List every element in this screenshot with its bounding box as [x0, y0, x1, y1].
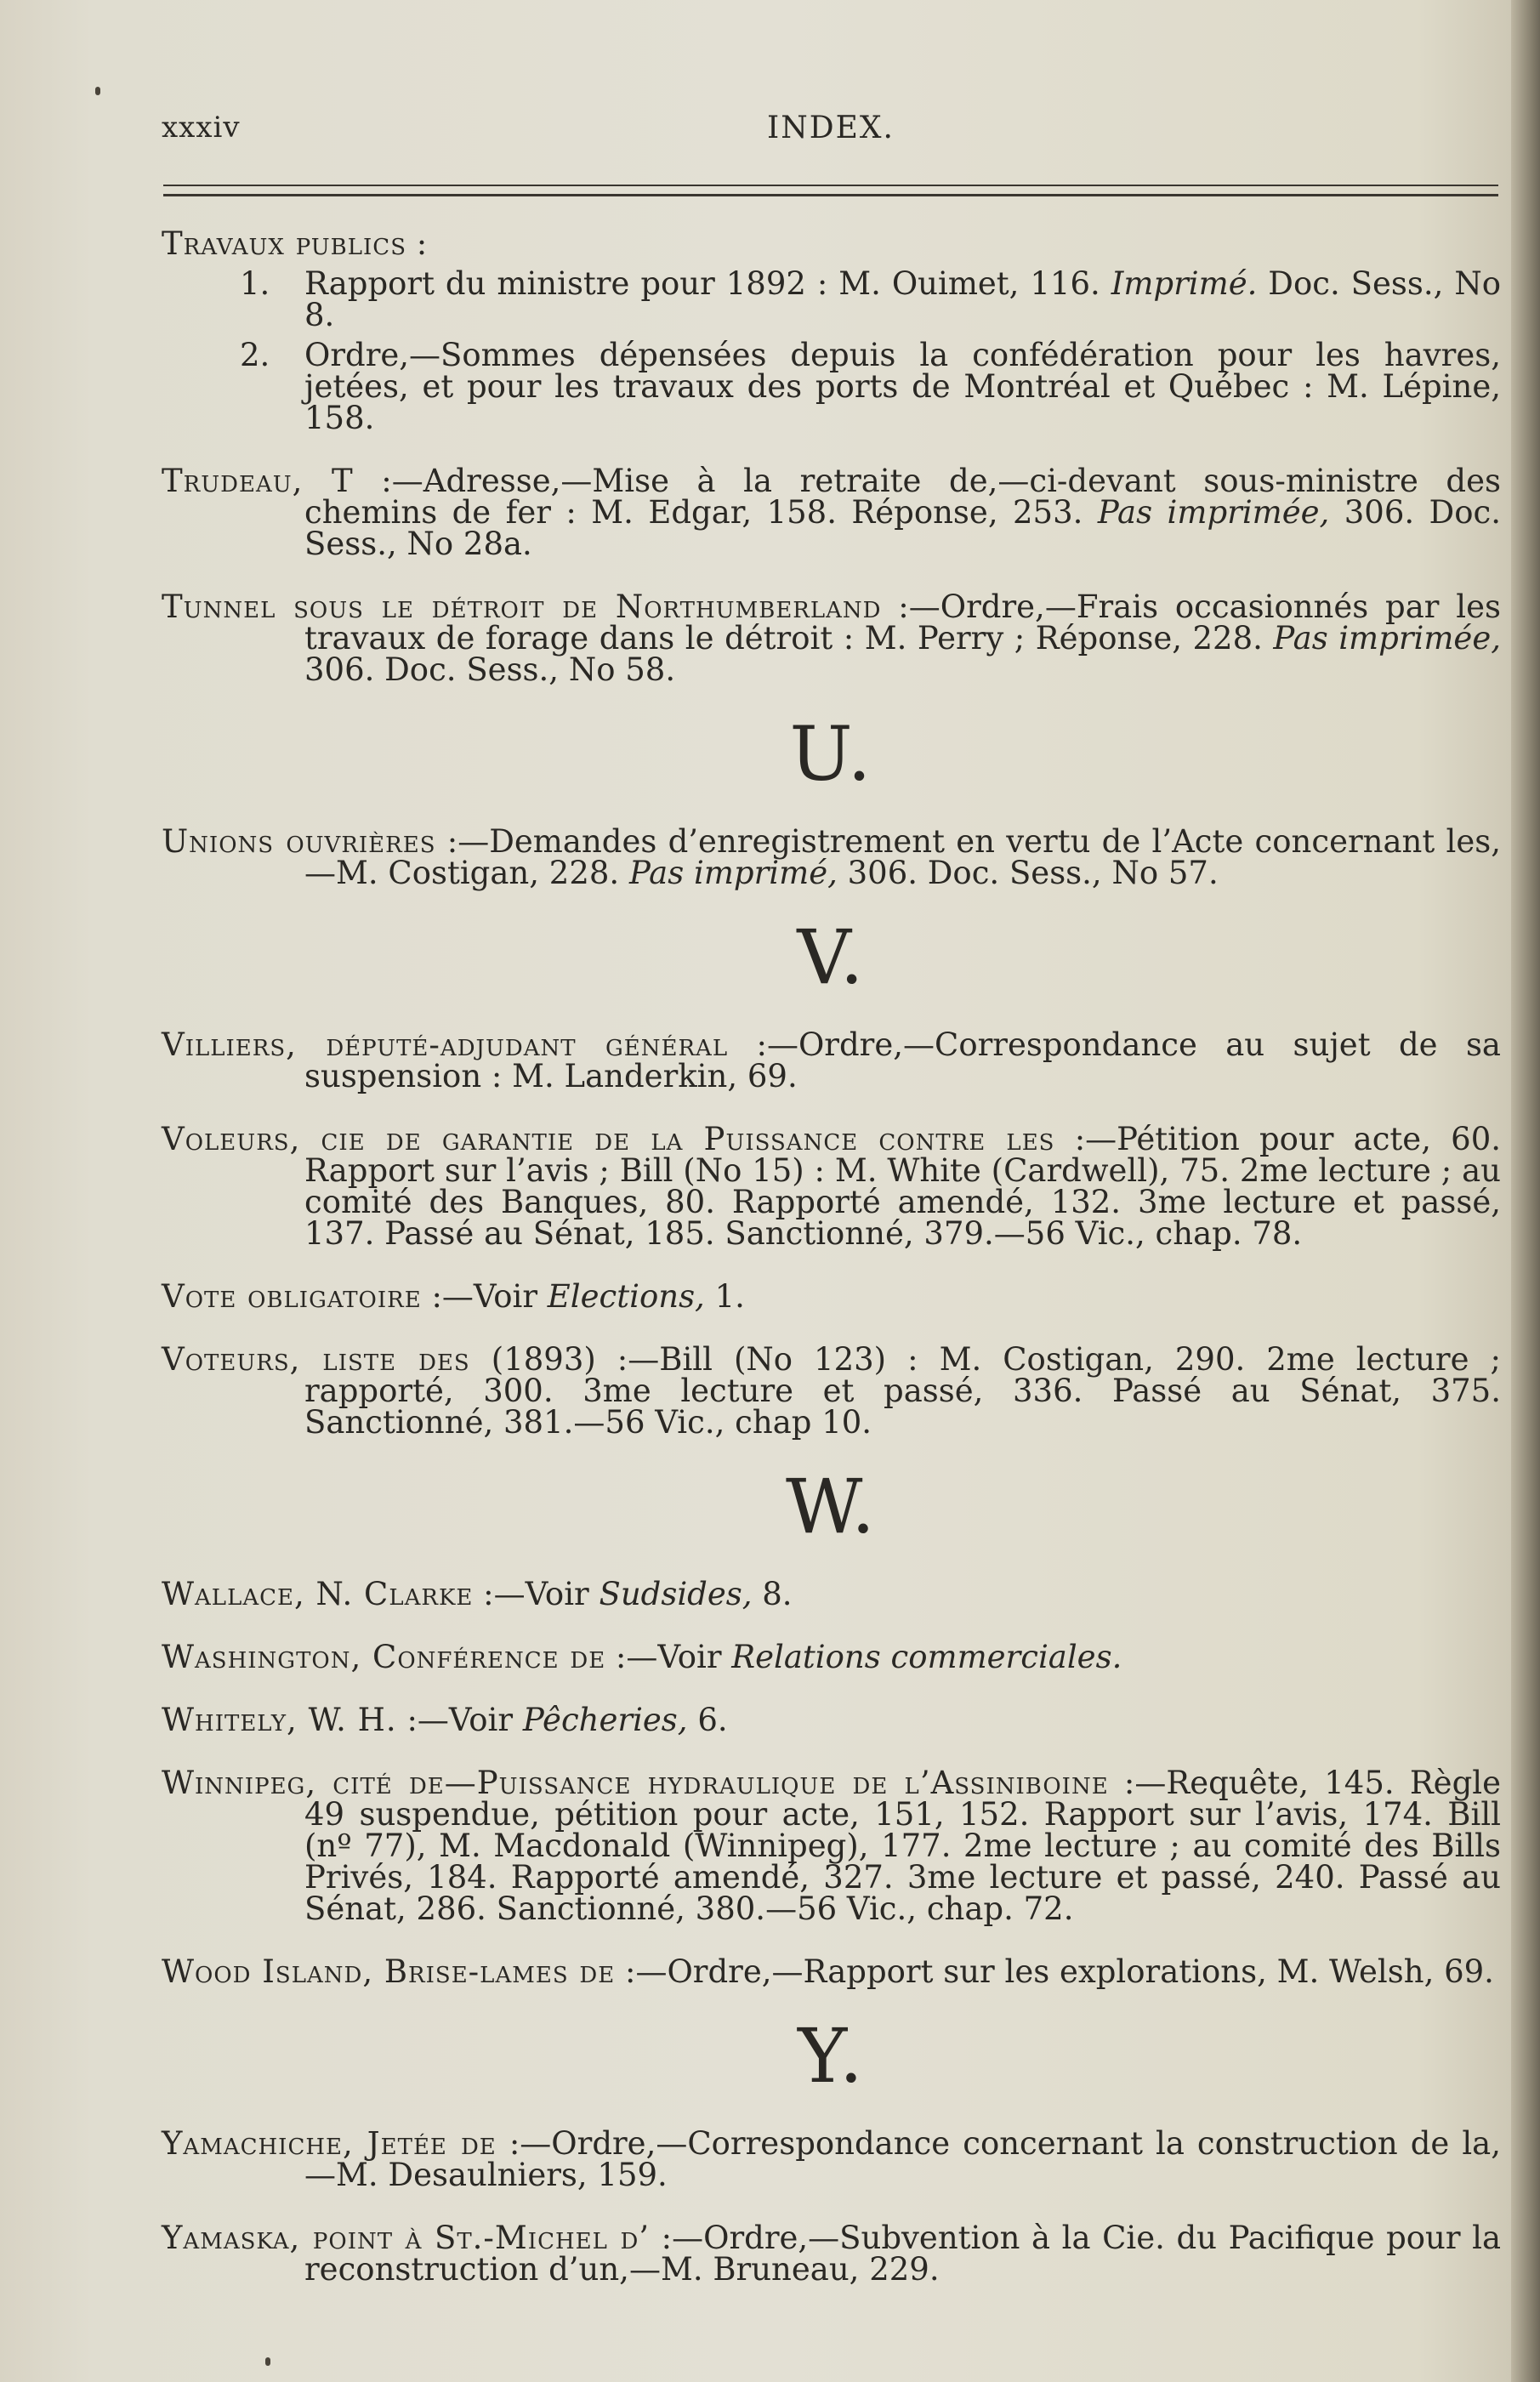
running-title: INDEX. [767, 111, 895, 145]
entry-text: Rapport du ministre pour 1892 : M. Ouimet, 116. [304, 265, 1111, 302]
sub-entry [162, 339, 1501, 434]
print-speck [95, 87, 100, 95]
entry-heading: Voleurs, cie de garantie de la Puissance contre les [162, 1121, 1055, 1157]
index-entry [162, 465, 1501, 560]
entry-reference-italic: Relations commerciales. [731, 1639, 1122, 1675]
book-spine-shadow [1511, 0, 1540, 2382]
section-letter: V. [797, 913, 866, 1001]
index-entry [162, 2125, 1501, 2193]
index-entry [162, 1026, 1501, 1094]
index-entry [162, 1278, 1501, 1315]
index-entry [162, 2220, 1502, 2288]
section-letter: U. [789, 710, 873, 798]
entry-heading: Tunnel sous le détroit de Northumberland [162, 588, 882, 625]
index-entry [162, 1765, 1501, 1927]
page-header [162, 111, 1497, 162]
entry-text: :—Ordre,—Correspondance concernant la construction de la,—M. Desaulniers, 159. [304, 2125, 1501, 2193]
entry-text: :—Voir [473, 1576, 600, 1612]
entry-heading: Travaux publics [162, 225, 407, 262]
entry-text: :—Ordre,—Rapport sur les explorations, M. Welsh, 69. [615, 1953, 1494, 1990]
entry-text: :—Requête, 145. Règle 49 suspendue, pétition pour acte, 151, 152. Rapport sur l’avis, 174. Bill (nº 77), M. Macdonald (Winnipeg), 177. 2me lecture ; au comité des Bills Privés, 184. Rapporté amendé, 327. 3me lecture et passé, 240. Passé au Sénat, 286. Sanctionné, 380.—56 Vic., chap. 72. [304, 1765, 1501, 1927]
entry-text: : [406, 225, 428, 262]
index-entry [162, 1641, 1501, 1673]
index-entry [162, 1704, 1501, 1736]
entry-heading: Whitely, W. H. [162, 1702, 397, 1738]
entry-heading: Voteurs, liste des [162, 1341, 470, 1378]
page-folio: xxxiv [162, 111, 241, 145]
entry-reference-italic: Elections, [547, 1278, 705, 1315]
sub-entry-number: 1. [240, 265, 270, 302]
entry-text: 306. Doc. Sess., No 57. [837, 855, 1219, 891]
entry-text: 8. [752, 1576, 793, 1612]
entry-heading: Villiers, député-adjudant général [162, 1026, 729, 1063]
entry-heading: Wallace, N. Clarke [162, 1576, 474, 1612]
entry-reference-italic: Pas imprimée, [1273, 620, 1501, 657]
entry-reference-italic: Pêcheries, [522, 1702, 688, 1738]
print-speck [265, 2357, 270, 2366]
entry-text: :—Voir [396, 1702, 523, 1738]
entry-heading: Yamaska, point à St.-Michel d’ [162, 2220, 651, 2256]
entry-heading: Yamachiche, Jetée de [162, 2125, 497, 2162]
entry-text: (1893) :—Bill (No 123) : M. Costigan, 290. 2me lecture ; rapporté, 300. 3me lecture et passé, 336. Passé au Sénat, 375. Sanctionné, 381.—56 Vic., chap 10. [304, 1341, 1501, 1441]
index-entry [162, 1341, 1501, 1441]
entry-text: 1. [704, 1278, 745, 1315]
entry-heading: Winnipeg, cité de—Puissance hydraulique de l’Assiniboine [162, 1765, 1109, 1801]
index-entries [162, 225, 1502, 2317]
entry-text: 306. Doc. Sess., No 28a. [304, 494, 1501, 562]
entry-text: :—Voir [605, 1639, 732, 1675]
entry-text: :—Pétition pour acte, 60. Rapport sur l’avis ; Bill (No 15) : M. White (Cardwell), 75. 2me lecture ; au comité des Banques, 80. Rapporté amendé, 132. 3me lecture et passé, 137. Passé au Sénat, 185. Sanctionné, 379.—56 Vic., chap. 78. [304, 1121, 1501, 1252]
index-entry [162, 823, 1501, 891]
index-entry [162, 1121, 1501, 1252]
index-entry [162, 1953, 1501, 1990]
section-letter: Y. [798, 2012, 865, 2100]
entry-text: 306. Doc. Sess., No 58. [304, 651, 676, 688]
entry-text: Doc. Sess., No 8. [304, 265, 1501, 333]
sub-entry [162, 265, 1501, 333]
entry-text: :—Ordre,—Subvention à la Cie. du Pacifique pour la reconstruction d’un,—M. Bruneau, 229. [304, 2220, 1502, 2288]
entry-heading: Washington, Conférence de [162, 1639, 606, 1675]
entry-text: :—Adresse,—Mise à la retraite de,—ci-devant sous-ministre des chemins de fer : M. Edgar, 158. Réponse, 253. [304, 463, 1501, 531]
section-letter: W. [785, 1463, 878, 1550]
index-entry [162, 1578, 1501, 1610]
entry-text: :—Ordre,—Frais occasionnés par les travaux de forage dans le détroit : M. Perry ; Réponse, 228. [304, 588, 1501, 657]
entry-heading: Unions ouvrières [162, 823, 436, 860]
entry-reference-italic: Sudsides, [599, 1576, 753, 1612]
header-rule-top [163, 185, 1498, 186]
entry-heading: Wood Island, Brise-lames de [162, 1953, 616, 1990]
index-entry [162, 588, 1501, 688]
sub-entry-number: 2. [240, 337, 270, 373]
entry-text: :—Ordre,—Correspondance au sujet de sa suspension : M. Landerkin, 69. [304, 1026, 1501, 1094]
entry-heading: Trudeau, T [162, 463, 354, 499]
entry-text: :—Voir [421, 1278, 548, 1315]
entry-reference-italic: Pas imprimée, [1097, 494, 1330, 531]
entry-text: :—Demandes d’enregistrement en vertu de l’Acte concernant les,—M. Costigan, 228. [304, 823, 1501, 891]
entry-heading: Vote obligatoire [162, 1278, 422, 1315]
entry-text: 6. [687, 1702, 728, 1738]
entry-reference-italic: Imprimé. [1111, 265, 1258, 302]
entry-reference-italic: Pas imprimé, [628, 855, 838, 891]
entry-text: Ordre,—Sommes dépensées depuis la confédération pour les havres, jetées, et pour les travaux des ports de Montréal et Québec : M. Lépine, 158. [304, 337, 1501, 436]
index-entry [162, 225, 1501, 436]
header-rule-bottom [163, 194, 1498, 196]
